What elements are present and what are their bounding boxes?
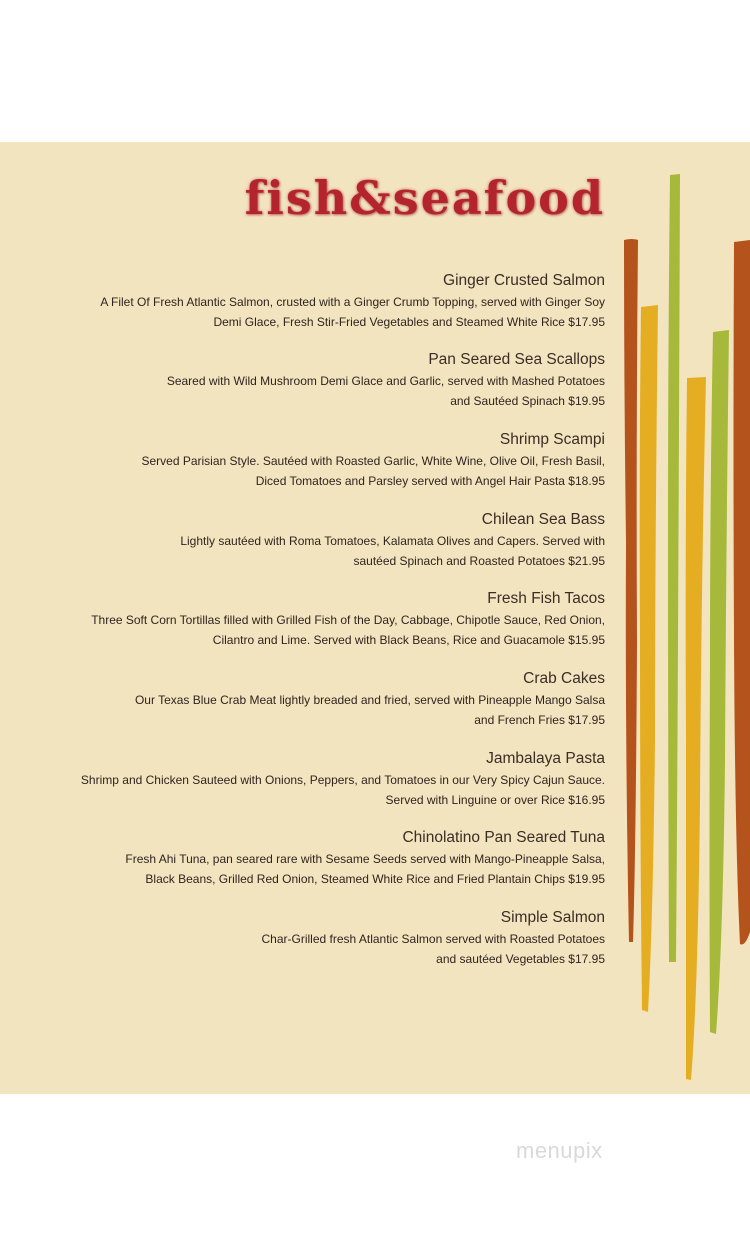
item-description-line: Served Parisian Style. Sautéed with Roasted Garlic, White Wine, Olive Oil, Fresh Basil, (141, 454, 605, 468)
item-name: Fresh Fish Tacos (487, 590, 605, 607)
item-name: Chilean Sea Bass (481, 511, 605, 528)
menu-item (45, 828, 605, 889)
item-name: Pan Seared Sea Scallops (428, 351, 605, 368)
menu-page (0, 142, 750, 1094)
menu-item (45, 510, 605, 571)
item-description (45, 690, 605, 730)
stripe-green-1 (668, 174, 680, 962)
item-description-line: Diced Tomatoes and Parsley served with Angel Hair Pasta $18.95 (255, 474, 605, 488)
item-description-line: Seared with Wild Mushroom Demi Glace and Garlic, served with Mashed Potatoes (166, 374, 605, 388)
stripe-rust-right (734, 240, 750, 945)
menu-item (45, 350, 605, 411)
item-name: Chinolatino Pan Seared Tuna (402, 829, 605, 846)
stripe-green-2 (710, 330, 730, 1034)
item-description-line: sautéed Spinach and Roasted Potatoes $21.95 (353, 554, 605, 568)
menu-item (45, 430, 605, 491)
item-name: Simple Salmon (500, 909, 605, 926)
menu-item (45, 589, 605, 650)
item-name: Ginger Crusted Salmon (443, 272, 605, 289)
item-description-line: Our Texas Blue Crab Meat lightly breaded and fried, served with Pineapple Mango Salsa (134, 693, 605, 707)
item-description (45, 610, 605, 650)
item-description (45, 292, 605, 332)
item-description-line: Demi Glace, Fresh Stir-Fried Vegetables and Steamed White Rice $17.95 (213, 315, 605, 329)
item-description-line: Three Soft Corn Tortillas filled with Grilled Fish of the Day, Cabbage, Chipotle Sauce, Red Onion, (91, 613, 605, 627)
item-name: Shrimp Scampi (499, 431, 605, 448)
stripe-gold-1 (640, 305, 658, 1012)
item-name: Jambalaya Pasta (486, 750, 605, 767)
item-description-line: Served with Linguine or over Rice $16.95 (385, 793, 605, 807)
menu-item (45, 749, 605, 810)
watermark: menupix (516, 1138, 603, 1163)
item-description-line: A Filet Of Fresh Atlantic Salmon, crusted with a Ginger Crumb Topping, served with Ginger Soy (100, 295, 605, 309)
menu-item (45, 271, 605, 332)
item-description-line: Shrimp and Chicken Sauteed with Onions, Peppers, and Tomatoes in our Very Spicy Cajun Sauce. (80, 773, 605, 787)
item-description-line: and French Fries $17.95 (474, 713, 605, 727)
menu-item (45, 908, 605, 969)
item-description-line: and Sautéed Spinach $19.95 (450, 394, 605, 408)
item-description (45, 849, 605, 889)
item-name: Crab Cakes (523, 670, 605, 687)
item-description-line: Lightly sautéed with Roma Tomatoes, Kalamata Olives and Capers. Served with (180, 534, 605, 548)
item-description-line: Fresh Ahi Tuna, pan seared rare with Sesame Seeds served with Mango-Pineapple Salsa, (125, 852, 605, 866)
stripe-gold-2 (686, 377, 706, 1080)
stripe-rust-left (624, 239, 638, 942)
section-title: fish&seafood (244, 171, 605, 225)
item-description (45, 929, 605, 969)
item-description-line: Black Beans, Grilled Red Onion, Steamed White Rice and Fried Plantain Chips $19.95 (145, 872, 605, 886)
item-description-line: Cilantro and Lime. Served with Black Beans, Rice and Guacamole $15.95 (212, 633, 605, 647)
item-description (45, 451, 605, 491)
item-description (45, 371, 605, 411)
menu-item (45, 669, 605, 730)
item-description (45, 770, 605, 810)
item-description (45, 531, 605, 571)
item-description-line: and sautéed Vegetables $17.95 (436, 952, 605, 966)
item-description-line: Char-Grilled fresh Atlantic Salmon served with Roasted Potatoes (261, 932, 605, 946)
